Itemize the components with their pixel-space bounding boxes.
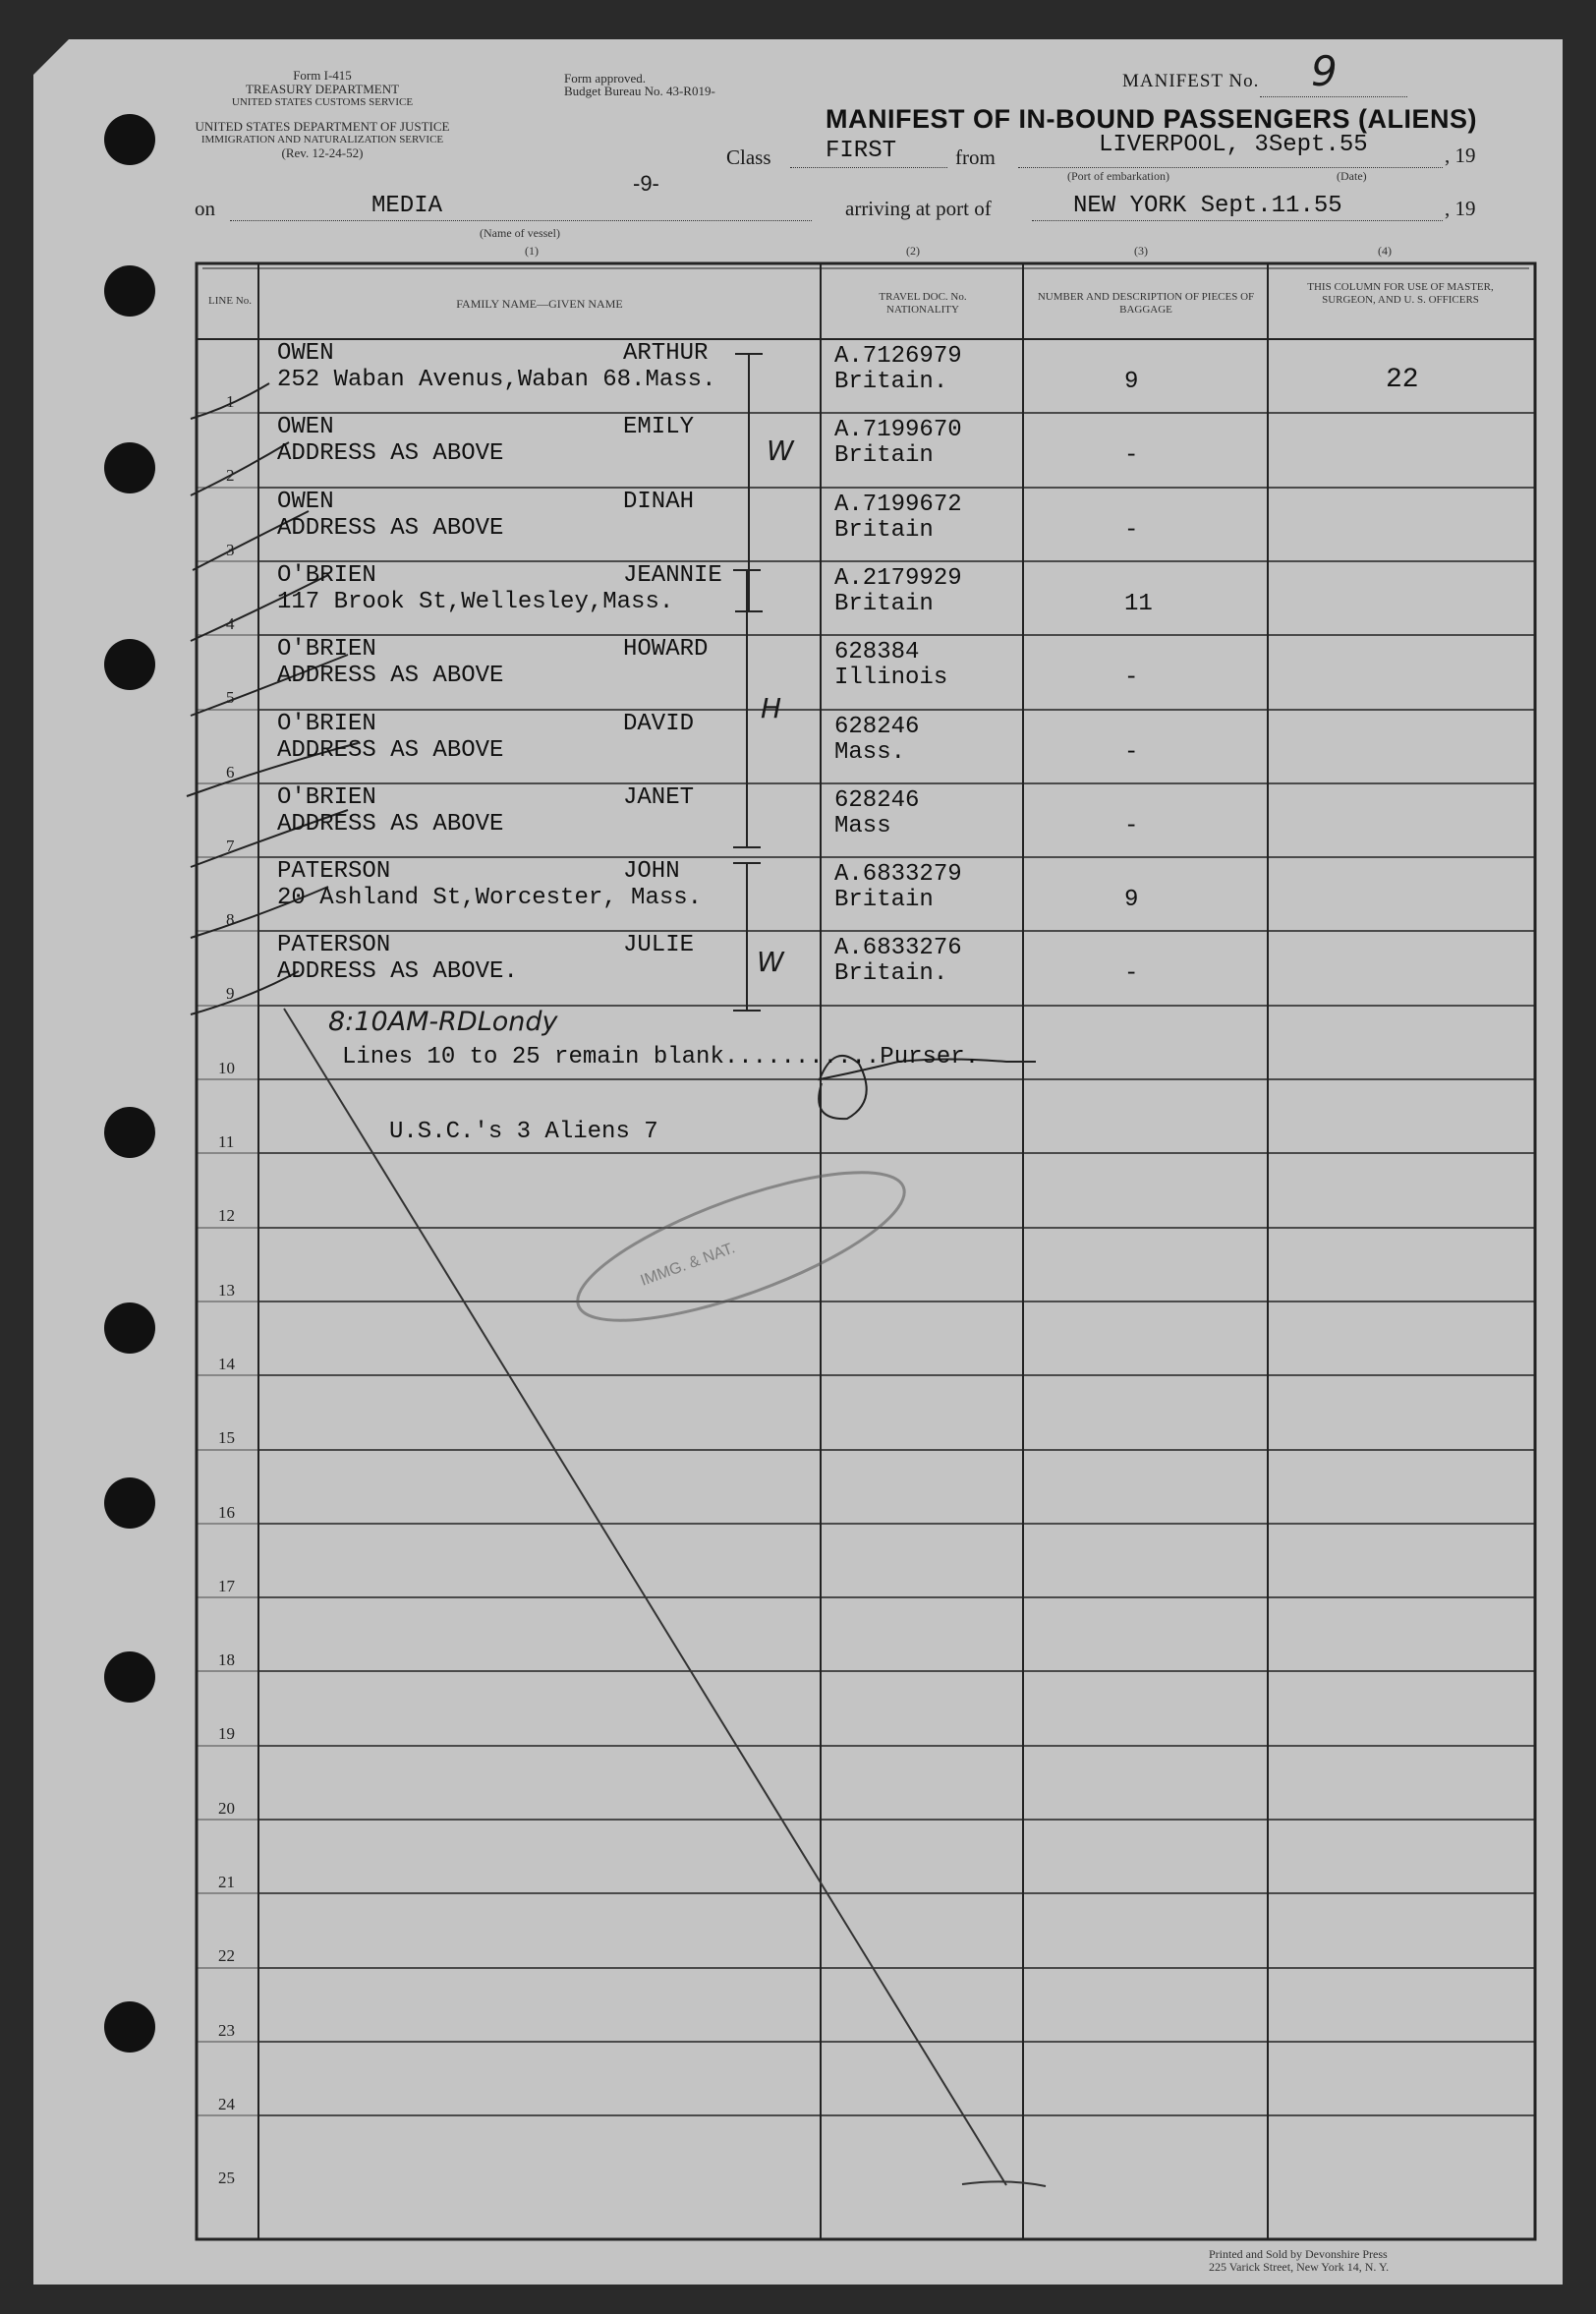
mark-w-1: W bbox=[767, 434, 794, 467]
family-name: OWEN bbox=[277, 489, 334, 515]
baggage-count: - bbox=[1124, 739, 1139, 766]
line-number: 11 bbox=[218, 1132, 235, 1151]
line-number: 8 bbox=[226, 910, 235, 929]
address: 252 Waban Avenus,Waban 68.Mass. bbox=[277, 367, 716, 393]
address: ADDRESS AS ABOVE bbox=[277, 737, 504, 764]
nationality: Britain bbox=[834, 887, 934, 913]
baggage-count: 9 bbox=[1124, 369, 1139, 395]
line-number: 22 bbox=[218, 1946, 235, 1965]
family-name: O'BRIEN bbox=[277, 562, 376, 589]
nationality: Britain. bbox=[834, 960, 948, 987]
line-number: 4 bbox=[226, 614, 235, 633]
sheet-number: -9- bbox=[633, 171, 659, 196]
header-line-no: LINE No. bbox=[208, 295, 252, 307]
manifest-page bbox=[33, 39, 1563, 2285]
line-number: 24 bbox=[218, 2095, 235, 2113]
given-name: JANET bbox=[623, 784, 695, 811]
nationality: Britain. bbox=[834, 369, 948, 395]
col4-number: (4) bbox=[1378, 244, 1392, 258]
travel-doc-number: 628246 bbox=[834, 787, 920, 814]
line-number: 15 bbox=[218, 1428, 235, 1447]
mark-h: H bbox=[761, 692, 782, 724]
baggage-count: - bbox=[1124, 813, 1139, 839]
travel-doc-number: A.7199670 bbox=[834, 417, 962, 443]
manifest-number-label: MANIFEST No. bbox=[1122, 71, 1260, 91]
travel-doc-number: A.7199672 bbox=[834, 492, 962, 518]
family-name: PATERSON bbox=[277, 932, 391, 958]
family-name: O'BRIEN bbox=[277, 636, 376, 663]
given-name: DAVID bbox=[623, 711, 695, 737]
line-number: 5 bbox=[226, 688, 235, 707]
given-name: EMILY bbox=[623, 414, 695, 440]
ins-service: IMMIGRATION AND NATURALIZATION SERVICE bbox=[200, 134, 444, 145]
given-name: JULIE bbox=[623, 932, 695, 958]
baggage-count: - bbox=[1124, 665, 1139, 691]
travel-doc-number: A.6833276 bbox=[834, 935, 962, 961]
vessel-note: (Name of vessel) bbox=[480, 226, 560, 240]
travel-doc-number: A.2179929 bbox=[834, 565, 962, 592]
stamp-text: IMMG. & NAT. bbox=[638, 1240, 738, 1290]
year-19: , 19 bbox=[1445, 144, 1476, 167]
line-number: 2 bbox=[226, 466, 235, 485]
citizen-alien-count: U.S.C.'s 3 Aliens 7 bbox=[389, 1119, 658, 1145]
col1-number: (1) bbox=[525, 244, 539, 258]
baggage-count: - bbox=[1124, 517, 1139, 544]
family-name: OWEN bbox=[277, 340, 334, 367]
given-name: HOWARD bbox=[623, 636, 709, 663]
line-number: 13 bbox=[218, 1281, 235, 1300]
address: ADDRESS AS ABOVE bbox=[277, 515, 504, 542]
line-number: 14 bbox=[218, 1355, 235, 1373]
officer-note: 22 bbox=[1386, 365, 1419, 395]
header-officers: THIS COLUMN FOR USE OF MASTER, SURGEON, AND U. S. OFFICERS bbox=[1307, 281, 1494, 306]
manifest-number: 9 bbox=[1311, 47, 1338, 95]
revision-date: (Rev. 12-24-52) bbox=[281, 145, 364, 160]
line-number: 25 bbox=[218, 2169, 235, 2187]
address: 20 Ashland St,Worcester, Mass. bbox=[277, 885, 703, 911]
line-number: 16 bbox=[218, 1503, 235, 1522]
family-name: O'BRIEN bbox=[277, 711, 376, 737]
line-number: 9 bbox=[226, 984, 235, 1003]
header-name: FAMILY NAME—GIVEN NAME bbox=[456, 297, 623, 311]
customs-service: UNITED STATES CUSTOMS SERVICE bbox=[231, 96, 414, 108]
address: ADDRESS AS ABOVE bbox=[277, 663, 504, 689]
line-number: 10 bbox=[218, 1059, 235, 1077]
nationality: Mass. bbox=[834, 739, 906, 766]
nationality: Illinois bbox=[834, 665, 948, 691]
arriving-label: arriving at port of bbox=[845, 197, 992, 220]
immigration-stamp bbox=[562, 1143, 920, 1351]
given-name: JOHN bbox=[623, 858, 680, 885]
col2-number: (2) bbox=[906, 244, 920, 258]
nationality: Mass bbox=[834, 813, 891, 839]
class-label: Class bbox=[726, 145, 771, 169]
travel-doc-number: 628384 bbox=[834, 639, 920, 665]
class-value: FIRST bbox=[826, 138, 897, 164]
printer-line-2: 225 Varick Street, New York 14, N. Y. bbox=[1209, 2260, 1390, 2274]
given-name: ARTHUR bbox=[623, 340, 709, 367]
baggage-count: - bbox=[1124, 442, 1139, 469]
line-number: 7 bbox=[226, 837, 235, 855]
line-number: 19 bbox=[218, 1724, 235, 1743]
travel-doc-number: 628246 bbox=[834, 714, 920, 740]
line-number: 20 bbox=[218, 1799, 235, 1818]
form-approved: Form approved. bbox=[564, 71, 647, 86]
from-label: from bbox=[955, 145, 996, 169]
given-name: JEANNIE bbox=[623, 562, 722, 589]
header-baggage: NUMBER AND DESCRIPTION OF PIECES OF BAGGAGE bbox=[1037, 291, 1255, 316]
line-number: 23 bbox=[218, 2021, 235, 2040]
address: ADDRESS AS ABOVE bbox=[277, 440, 504, 467]
year-19-arrival: , 19 bbox=[1445, 197, 1476, 220]
family-name: OWEN bbox=[277, 414, 334, 440]
form-number: Form I-415 bbox=[293, 68, 352, 83]
line-number: 12 bbox=[218, 1206, 235, 1225]
line-number: 3 bbox=[226, 541, 235, 559]
address: ADDRESS AS ABOVE. bbox=[277, 958, 518, 985]
from-value: LIVERPOOL, 3Sept.55 bbox=[1099, 132, 1368, 158]
nationality: Britain bbox=[834, 442, 934, 469]
given-name: DINAH bbox=[623, 489, 695, 515]
baggage-count: 11 bbox=[1124, 591, 1153, 617]
address: 117 Brook St,Wellesley,Mass. bbox=[277, 589, 674, 615]
vessel-name: MEDIA bbox=[371, 193, 443, 219]
table-grid bbox=[33, 39, 1563, 2285]
treasury-dept: TREASURY DEPARTMENT bbox=[245, 82, 400, 96]
line-number: 18 bbox=[218, 1650, 235, 1669]
family-name: O'BRIEN bbox=[277, 784, 376, 811]
page-title: MANIFEST OF IN-BOUND PASSENGERS (ALIENS) bbox=[826, 104, 1478, 134]
baggage-count: 9 bbox=[1124, 887, 1139, 913]
printer-line-1: Printed and Sold by Devonshire Press bbox=[1209, 2247, 1388, 2261]
time-note: 8:10AM-RDLondy bbox=[328, 1007, 558, 1037]
nationality: Britain bbox=[834, 591, 934, 617]
baggage-count: - bbox=[1124, 960, 1139, 987]
line-number: 21 bbox=[218, 1873, 235, 1891]
line-number: 1 bbox=[226, 392, 235, 411]
date-note: (Date) bbox=[1337, 169, 1367, 183]
travel-doc-number: A.7126979 bbox=[834, 343, 962, 370]
line-number: 6 bbox=[226, 763, 235, 781]
travel-doc-number: A.6833279 bbox=[834, 861, 962, 888]
arrival-value: NEW YORK Sept.11.55 bbox=[1073, 193, 1342, 219]
nationality: Britain bbox=[834, 517, 934, 544]
header-travel-doc: TRAVEL DOC. No. NATIONALITY bbox=[879, 291, 967, 316]
blank-lines-note: Lines 10 to 25 remain blank...........Purser. bbox=[342, 1044, 980, 1070]
justice-dept: UNITED STATES DEPARTMENT OF JUSTICE bbox=[195, 119, 450, 134]
on-label: on bbox=[195, 197, 215, 220]
budget-bureau: Budget Bureau No. 43-R019- bbox=[564, 84, 715, 98]
line-number: 17 bbox=[218, 1577, 235, 1595]
col3-number: (3) bbox=[1134, 244, 1148, 258]
address: ADDRESS AS ABOVE bbox=[277, 811, 504, 838]
mark-w-2: W bbox=[757, 946, 784, 978]
family-name: PATERSON bbox=[277, 858, 391, 885]
port-embarkation-note: (Port of embarkation) bbox=[1067, 169, 1169, 183]
